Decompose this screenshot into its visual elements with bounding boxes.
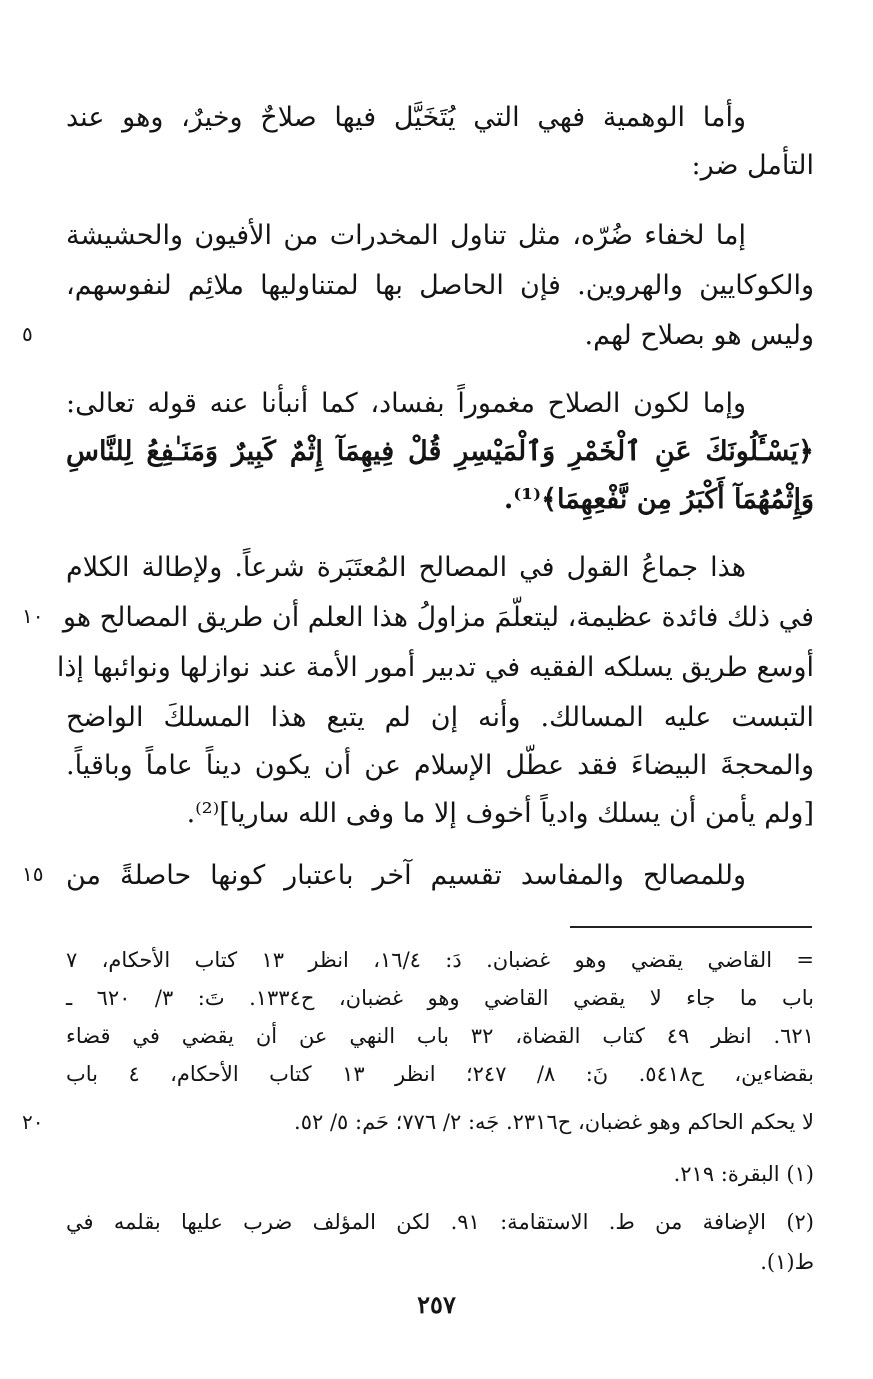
body-line: إما لخفاء ضُرّه، مثل تناول المخدرات من الأفيون والحشيشة: [66, 220, 746, 251]
body-line: والمحجةَ البيضاءَ فقد عطّل الإسلام عن أن يكون ديناً عاماً وباقياً.: [66, 750, 814, 781]
margin-line-number: ١٠: [22, 604, 44, 628]
body-line: [ولم يأمن أن يسلك وادياً أخوف إلا ما وفى الله ساريا]⁽²⁾.: [186, 798, 814, 829]
body-line: وإما لكون الصلاح مغموراً بفساد، كما أنبأنا عنه قوله تعالى:: [66, 388, 746, 419]
footnote-1: (١) البقرة: ٢١٩.: [673, 1162, 814, 1186]
body-line: وليس هو بصلاح لهم.: [584, 320, 814, 351]
footnote-2-continuation: ط(١).: [760, 1250, 814, 1274]
body-line: والكوكايين والهروين. فإن الحاصل بها لمتناوليها ملائِم لنفوسهم،: [66, 270, 814, 301]
body-line: وأما الوهمية فهي التي يُتَخَيَّل فيها صلاحٌ وخيرٌ، وهو عند: [66, 102, 746, 133]
footnote-separator: [570, 926, 812, 928]
footnote-line: بقضاءين، ح٥٤١٨. نَ: ٨/ ٢٤٧؛ انظر ١٣ كتاب الأحكام، ٤ باب: [66, 1062, 814, 1086]
footnote-line: ٦٢١. انظر ٤٩ كتاب القضاة، ٣٢ باب النهي عن أن يقضي في قضاء: [66, 1024, 814, 1048]
body-line: أوسع طريق يسلكه الفقيه في تدبير أمور الأمة عند نوازلها ونوائبها إذا: [56, 652, 814, 683]
body-line: التبست عليه المسالك. وأنه إن لم يتبع هذا المسلكَ الواضح: [66, 702, 814, 733]
quran-verse-line: وَإِثْمُهُمَآ أَكْبَرُ مِن نَّفْعِهِمَا﴾⁽¹⁾.: [503, 484, 814, 515]
body-line: في ذلك فائدة عظيمة، ليتعلّمَ مزاولُ هذا العلم أن طريق المصالح هو: [62, 602, 814, 633]
page-number: ٢٥٧: [417, 1290, 456, 1319]
margin-line-number: ١٥: [22, 862, 44, 886]
footnote-line: لا يحكم الحاكم وهو غضبان، ح٢٣١٦. جَه: ٢/ ٧٧٦؛ حَم: ٥/ ٥٢.: [294, 1110, 814, 1134]
footnote-line: = القاضي يقضي وهو غضبان. دَ: ١٦/٤، انظر ١٣ كتاب الأحكام، ٧: [66, 948, 814, 972]
margin-line-number: ٥: [22, 322, 33, 346]
quran-verse-line: ﴿يَسْـَٔلُونَكَ عَنِ ٱلْخَمْرِ وَٱلْمَيْسِرِ قُلْ فِيهِمَآ إِثْمٌ كَبِيرٌ وَمَنَـٰفِعُ لِلنَّاسِ: [66, 436, 814, 467]
body-line: وللمصالح والمفاسد تقسيم آخر باعتبار كونها حاصلةً من: [66, 860, 746, 891]
body-line: التأمل ضر:: [691, 150, 814, 181]
body-line: هذا جماعُ القول في المصالح المُعتَبَرة شرعاً. ولإطالة الكلام: [66, 552, 746, 583]
margin-line-number: ٢٠: [22, 1110, 44, 1134]
footnote-2: (٢) الإضافة من ط. الاستقامة: ٩١. لكن المؤلف ضرب عليها بقلمه في: [66, 1210, 814, 1234]
footnote-line: باب ما جاء لا يقضي القاضي وهو غضبان، ح١٣٣٤. تَ: ٣/ ٦٢٠ ـ: [66, 986, 814, 1010]
